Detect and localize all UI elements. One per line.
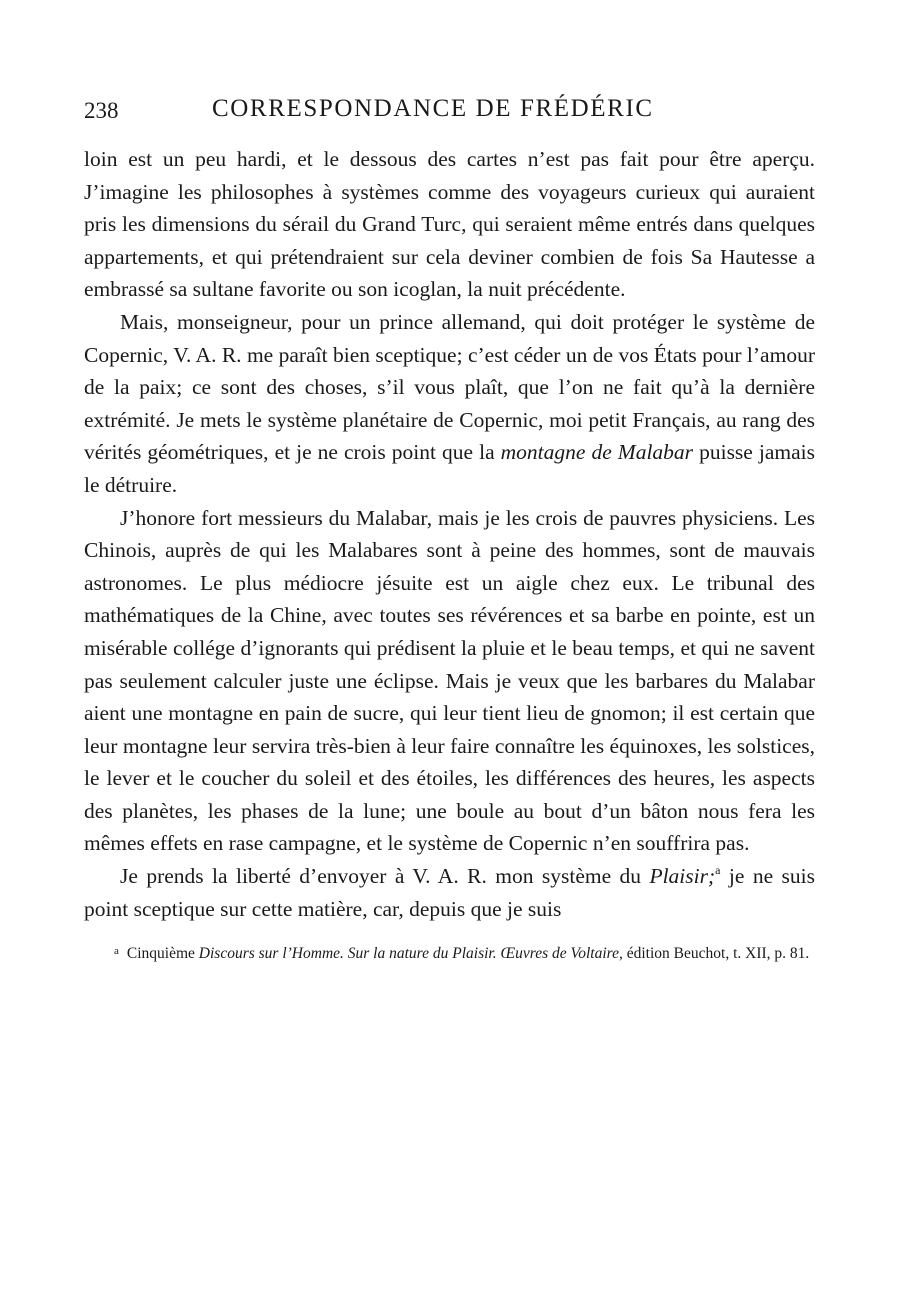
paragraph-2-text-b: puisse jamais le détruire. — [84, 440, 815, 497]
footnote-italic: Discours sur l’Homme. Sur la nature du Plaisir. Œuvres de Voltaire, — [198, 945, 623, 963]
paragraph-2-text-a: Mais, monseigneur, pour un prince allemand, qui doit protéger le système de Copernic, V. A. R. me paraît bien sceptique; c’est céder un de vos États pour l’amour de la paix; ce sont des choses, s’il vous plaît, que l’on ne fait qu’à la dernière extrémité. Je mets le système planétaire de Copernic, moi petit Français, au rang des vérités géométriques, et je ne crois point que la — [84, 309, 815, 465]
footnote — [84, 939, 815, 966]
footnote-text-b: édition Beuchot, t. XII, p. 81. — [622, 945, 810, 963]
paragraph-2-italic: montagne de Malabar — [500, 440, 694, 465]
footnote-text-a: Cinquième — [126, 945, 199, 963]
footnote-marker: a — [114, 945, 119, 958]
paragraph-3-text: J’honore fort messieurs du Malabar, mais je les crois de pauvres physiciens. Les Chinois, auprès de qui les Malabares sont à peine des hommes, sont de mauvais astronomes. Le plus médiocre jésuite est un aigle chez eux. Le tribunal des mathématiques de la Chine, avec toutes ses révérences et sa barbe en pointe, est un misérable collége d’ignorants qui prédisent la pluie et le beau temps, et qui ne savent pas seulement calculer juste une éclipse. Mais je veux que les barbares du Malabar aient une montagne en pain de sucre, qui leur tient lieu de gnomon; il est certain que leur montagne leur servira très-bien à leur faire connaître les équinoxes, les solstices, le lever et le coucher du soleil et des étoiles, les différences des heures, les aspects des planètes, les phases de la lune; une boule au bout d’un bâton nous fera les mêmes effets en rase campagne, et le système de Copernic n’en souffrira pas. — [84, 505, 815, 856]
paragraph-4 — [84, 860, 815, 925]
page — [84, 92, 815, 966]
paragraph-3 — [84, 502, 815, 861]
paragraph-1-text: loin est un peu hardi, et le dessous des cartes n’est pas fait pour être aperçu. J’imagine les philosophes à systèmes comme des voyageurs curieux qui auraient pris les dimensions du sérail du Grand Turc, qui seraient même entrés dans quelques appartements, et qui prétendraient sur cela deviner combien de fois Sa Hautesse a embrassé sa sultane favorite ou son icoglan, la nuit précédente. — [84, 147, 815, 302]
page-number: 238 — [84, 98, 119, 123]
footnotes — [84, 939, 815, 966]
paragraph-2 — [84, 306, 815, 502]
paragraph-4-text-b: je ne suis point sceptique sur cette matière, car, depuis que je suis — [84, 864, 815, 921]
footnote-reference: a — [715, 863, 721, 878]
paragraph-4-italic: Plaisir; — [649, 864, 716, 889]
body-text — [84, 143, 815, 925]
paragraph-4-text-a: Je prends la liberté d’envoyer à V. A. R. mon système du — [120, 864, 650, 889]
running-head — [84, 92, 815, 132]
running-title: CORRESPONDANCE DE FRÉDÉRIC — [212, 95, 654, 122]
paragraph-1 — [84, 143, 815, 306]
